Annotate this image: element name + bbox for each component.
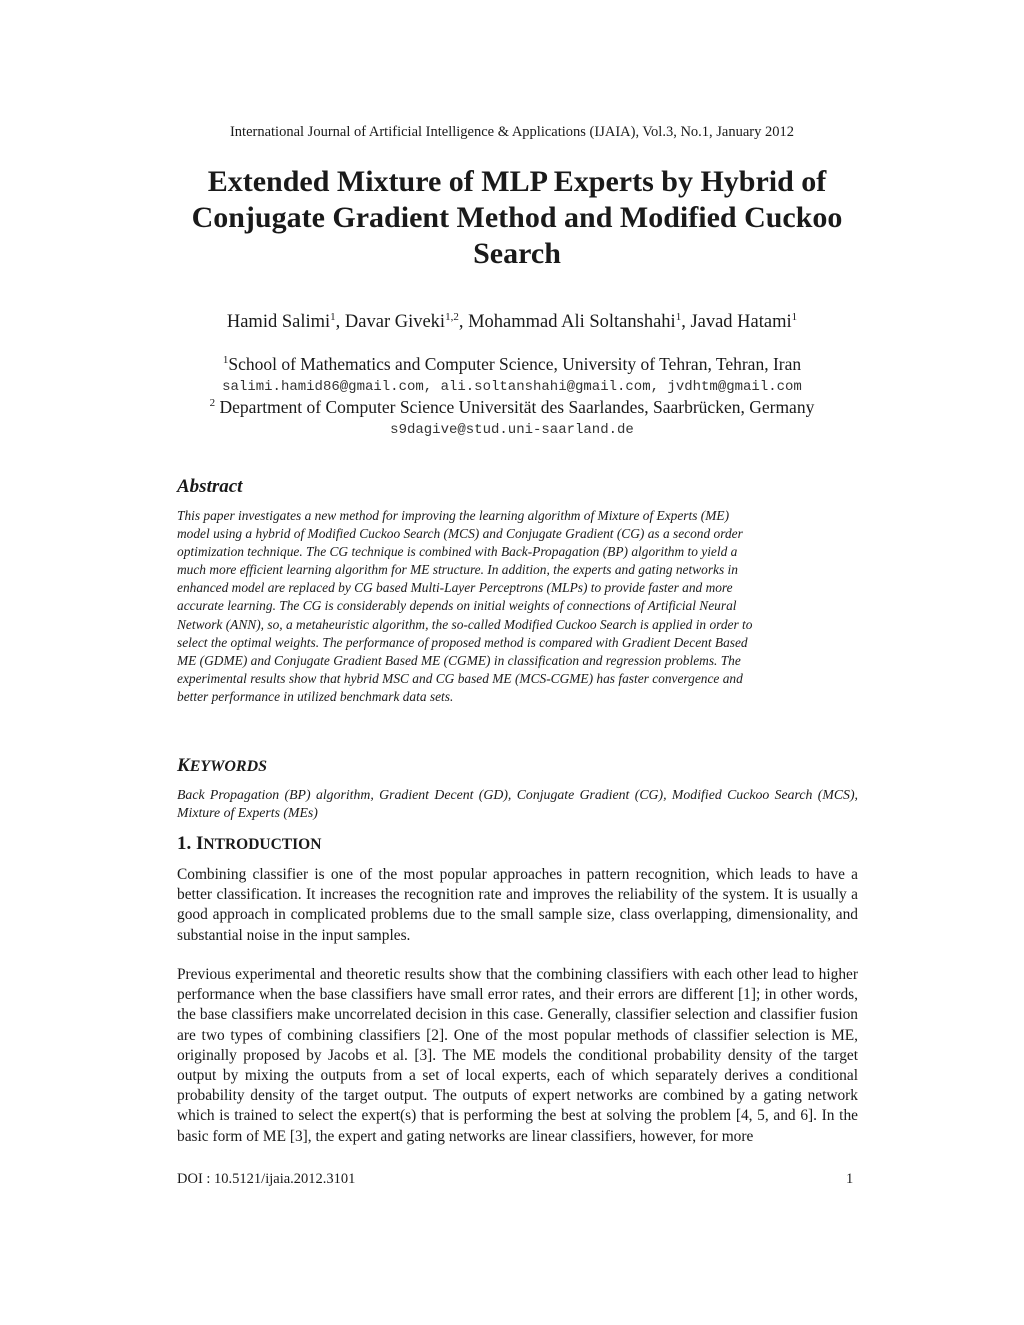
affiliation-1-emails: salimi.hamid86@gmail.com, ali.soltanshahi@gmail.com, jvdhtm@gmail.com: [222, 379, 802, 395]
author-affiliation-mark: 1: [791, 310, 798, 323]
introduction-paragraph-2: Previous experimental and theoretic results show that the combining classifiers with each other lead to higher performance when the base classifiers have small error rates, and their errors are different [1]; in other words, the base classifiers make uncorrelated decision in this case. Generally, classifier selection and classifier fusion are two types of combining classifiers [2]. One of the most popular methods of classifier selection is ME, originally proposed by Jacobs et al. [3]. The ME models the conditional probability density of the target output by mixing the outputs from a set of local experts, each of which separately derives a conditional probability density of the target output. The outputs of expert networks are combined by a gating network which is trained to select the expert(s) that is performing the best at solving the problem [4, 5, and 6]. In the basic form of ME [3], the expert and gating networks are linear classifiers, however, for more: [177, 966, 858, 1145]
abstract-heading: Abstract: [177, 476, 243, 497]
introduction-paragraph-1: Combining classifier is one of the most popular approaches in pattern recognition, which leads to have a better classification. It increases the recognition rate and improves the reliability of the system. It is usually a good approach in complicated problems due to the small sample size, class overlapping, dimensionality, and substantial noise in the input samples.: [177, 866, 858, 944]
abstract-line: model using a hybrid of Modified Cuckoo Search (MCS) and Conjugate Gradient (CG) as a second order: [177, 526, 743, 542]
author-separator: ,: [681, 312, 691, 332]
paper-title: [112, 164, 922, 272]
abstract-line: experimental results show that hybrid MSC and CG based ME (MCS-CGME) has faster convergence and: [177, 670, 743, 686]
abstract-line: optimization technique. The CG technique is combined with Back-Propagation (BP) algorithm to yield a: [177, 544, 738, 560]
abstract-line: ME (GDME) and Conjugate Gradient Based ME (CGME) in classification and regression problems. The: [177, 652, 741, 668]
author-affiliation-mark: 1: [675, 310, 682, 323]
author-name: Hamid Salimi: [226, 312, 331, 332]
page-number: 1: [846, 1171, 854, 1187]
keywords-heading: [177, 755, 267, 777]
affiliation-mark: 1: [222, 354, 229, 367]
abstract-line: This paper investigates a new method for improving the learning algorithm of Mixture of Experts (ME): [177, 508, 730, 523]
abstract-line: select the optimal weights. The performance of proposed method is compared with Gradient Decent Based: [177, 634, 748, 650]
abstract-body: [177, 507, 858, 706]
affiliation-mark: 2: [209, 397, 216, 410]
author-separator: ,: [458, 312, 469, 332]
author-list: [0, 312, 1024, 333]
author-separator: ,: [335, 312, 345, 332]
introduction-heading: [177, 833, 321, 855]
title-line: Extended Mixture of MLP Experts by Hybrid of: [207, 165, 827, 198]
affiliation-1: [0, 354, 1024, 375]
author-affiliation-mark: 1: [330, 310, 336, 323]
author-name: Mohammad Ali Soltanshahi: [468, 312, 676, 332]
abstract-line: Network (ANN), so, a metaheuristic algorithm, the so-called Modified Cuckoo Search is applied in order to: [177, 616, 753, 632]
affiliation-2: [0, 397, 1024, 418]
abstract-line: much more efficient learning algorithm for ME structure. In addition, the experts and gating networks in: [177, 562, 738, 578]
author-name: Javad Hatami: [690, 312, 792, 332]
title-line: Search: [473, 237, 561, 270]
abstract-line: accurate learning. The CG is considerably depends on initial weights of connections of Artificial Neural: [177, 598, 737, 614]
title-line: Conjugate Gradient Method and Modified Cuckoo: [191, 201, 843, 234]
journal-header: International Journal of Artificial Intelligence & Applications (IJAIA), Vol.3, No.1, January 2012: [229, 124, 795, 140]
keywords-heading-rest: EYWORDS: [189, 758, 268, 775]
author-affiliation-mark: 1,2: [445, 310, 459, 323]
keywords-heading-initial: K: [177, 755, 190, 776]
abstract-line: better performance in utilized benchmark data sets.: [177, 688, 454, 704]
abstract-line: enhanced model are replaced by CG based Multi-Layer Perceptrons (MLPs) to provide faster and more: [177, 580, 733, 596]
introduction-heading-rest: NTRODUCTION: [203, 836, 322, 853]
introduction-heading-number: 1. I: [177, 833, 204, 854]
affiliation-2-emails: s9dagive@stud.uni-saarland.de: [390, 422, 634, 438]
affiliation-text: School of Mathematics and Computer Science, University of Tehran, Tehran, Iran: [228, 354, 802, 374]
footer-doi: DOI : 10.5121/ijaia.2012.3101: [177, 1171, 356, 1187]
keywords-text: Back Propagation (BP) algorithm, Gradient Decent (GD), Conjugate Gradient (CG), Modified Cuckoo Search (MCS), Mixture of Experts (MEs): [177, 787, 858, 820]
affiliation-text: Department of Computer Science Universität des Saarlandes, Saarbrücken, Germany: [215, 397, 815, 417]
author-name: Davar Giveki: [344, 312, 446, 332]
